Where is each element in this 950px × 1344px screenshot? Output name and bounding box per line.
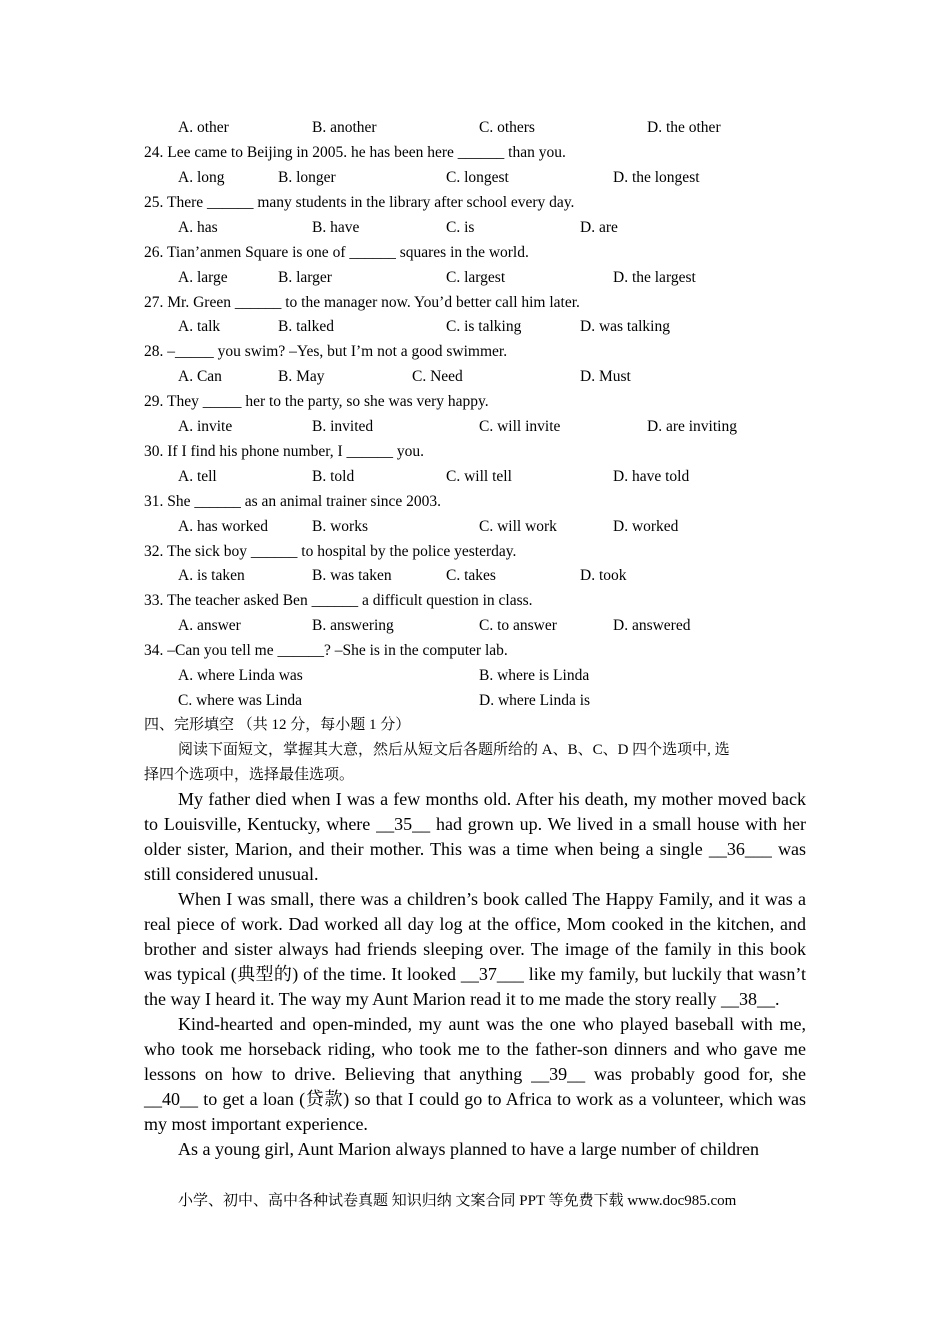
q30-option-b: B. told <box>312 468 355 485</box>
section-heading: 四、完形填空 （共 12 分，每小题 1 分） <box>144 717 411 733</box>
q27-option-a: A. talk <box>178 318 221 335</box>
q30-option-a: A. tell <box>178 468 217 485</box>
q30-option-d: D. have told <box>613 468 690 485</box>
q28-stem: 28. –_____ you swim? –Yes, but I’m not a good swimmer. <box>144 343 508 360</box>
cloze-passage <box>144 787 806 1162</box>
q23-option-d: D. the other <box>647 119 721 136</box>
q28-option-c: C. Need <box>412 368 463 385</box>
q33-stem: 33. The teacher asked Ben ______ a difficult question in class. <box>144 592 533 609</box>
q32-stem: 32. The sick boy ______ to hospital by the police yesterday. <box>144 543 517 560</box>
q27-stem: 27. Mr. Green ______ to the manager now. You’d better call him later. <box>144 294 580 311</box>
q23-option-a: A. other <box>178 119 229 136</box>
q32-option-b: B. was taken <box>312 567 392 584</box>
q33-option-b: B. answering <box>312 617 394 634</box>
q31-option-a: A. has worked <box>178 518 268 535</box>
q25-option-a: A. has <box>178 219 218 236</box>
instruction-line-1: 阅读下面短文，掌握其大意，然后从短文后各题所给的 A、B、C、D 四个选项中, 选 <box>178 742 730 758</box>
q24-option-b: B. longer <box>278 169 336 186</box>
q34-option-c: C. where was Linda <box>178 692 302 709</box>
q27-option-b: B. talked <box>278 318 334 335</box>
q31-option-d: D. worked <box>613 518 679 535</box>
q30-option-c: C. will tell <box>446 468 512 485</box>
q34-option-a: A. where Linda was <box>178 667 303 684</box>
q30-stem: 30. If I find his phone number, I ______ you. <box>144 443 425 460</box>
q31-option-c: C. will work <box>479 518 557 535</box>
q25-option-b: B. have <box>312 219 360 236</box>
q31-stem: 31. She ______ as an animal trainer since 2003. <box>144 493 442 510</box>
q25-option-d: D. are <box>580 219 618 236</box>
q28-option-d: D. Must <box>580 368 631 385</box>
q34-option-d: D. where Linda is <box>479 692 591 709</box>
q28-option-a: A. Can <box>178 368 222 385</box>
q27-option-d: D. was talking <box>580 318 670 335</box>
q34-stem: 34. –Can you tell me ______? –She is in the computer lab. <box>144 642 508 659</box>
q32-option-d: D. took <box>580 567 627 584</box>
q33-option-a: A. answer <box>178 617 241 634</box>
passage-paragraph-3: Kind-hearted and open-minded, my aunt was the one who played baseball with me, who took me horseback riding, who took me to the father-son dinners and who gave me lessons on how to drive. Believing that anything __39__ was probably good for, she __40__ to get a loan (贷款) so that I could go to Africa to work as a volunteer, which was my most important experience. <box>144 1014 806 1134</box>
passage-paragraph-4: As a young girl, Aunt Marion always planned to have a large number of children <box>178 1139 760 1159</box>
q34-option-b: B. where is Linda <box>479 667 590 684</box>
q33-option-c: C. to answer <box>479 617 557 634</box>
q32-option-a: A. is taken <box>178 567 245 584</box>
q23-option-b: B. another <box>312 119 377 136</box>
q29-option-d: D. are inviting <box>647 418 737 435</box>
q29-stem: 29. They _____ her to the party, so she was very happy. <box>144 393 489 410</box>
q32-option-c: C. takes <box>446 567 496 584</box>
q24-stem: 24. Lee came to Beijing in 2005. he has been here ______ than you. <box>144 144 566 161</box>
instruction-line-2: 择四个选项中，选择最佳选项。 <box>144 767 355 783</box>
q24-option-d: D. the longest <box>613 169 700 186</box>
q29-option-b: B. invited <box>312 418 374 435</box>
q23-option-c: C. others <box>479 119 535 136</box>
q25-stem: 25. There ______ many students in the library after school every day. <box>144 194 575 211</box>
q33-option-d: D. answered <box>613 617 691 634</box>
q28-option-b: B. May <box>278 368 325 385</box>
q29-option-a: A. invite <box>178 418 233 435</box>
passage-paragraph-1: My father died when I was a few months old. After his death, my mother moved back to Louisville, Kentucky, where __35__ had grown up. We lived in a small house with her older sister, Marion, and their mother. This was a time when being a single __36___ was still considered unusual. <box>144 789 806 884</box>
q26-option-a: A. large <box>178 269 228 286</box>
q27-option-c: C. is talking <box>446 318 522 335</box>
q26-option-b: B. larger <box>278 269 332 286</box>
passage-paragraph-2: When I was small, there was a children’s book called The Happy Family, and it was a real piece of work. Dad worked all day log at the office, Mom cooked in the kitchen, and brother and sister always had friends sleeping over. The image of the family in this book was typical (典型的) of the time. It looked __37___ like my family, but luckily that wasn’t the way I heard it. The way my Aunt Marion read it to me made the story really __38__. <box>144 889 806 1009</box>
q24-option-a: A. long <box>178 169 225 186</box>
q24-option-c: C. longest <box>446 169 509 186</box>
q29-option-c: C. will invite <box>479 418 561 435</box>
q26-option-d: D. the largest <box>613 269 696 286</box>
q26-stem: 26. Tian’anmen Square is one of ______ squares in the world. <box>144 244 529 261</box>
q25-option-c: C. is <box>446 219 475 236</box>
q26-option-c: C. largest <box>446 269 506 286</box>
page-footer: 小学、初中、高中各种试卷真题 知识归纳 文案合同 PPT 等免费下载 www.doc985.com <box>178 1193 737 1209</box>
q31-option-b: B. works <box>312 518 368 535</box>
